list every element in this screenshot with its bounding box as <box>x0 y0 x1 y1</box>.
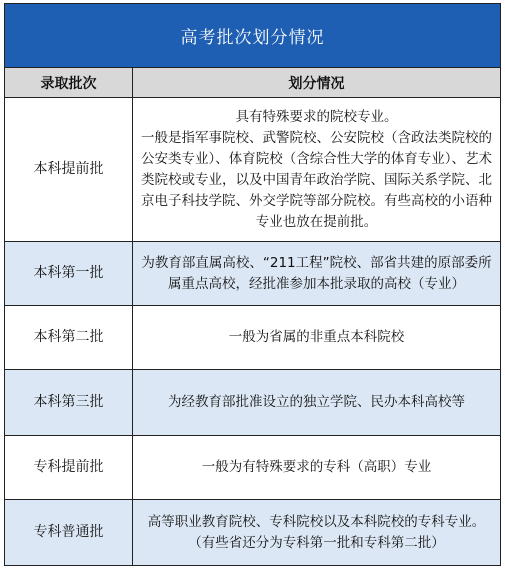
table-row <box>5 242 500 306</box>
description-cell: 为教育部直属高校、“211工程”院校、部省共建的原部委所属重点高校，经批准参加本批录取的高校（专业） <box>141 254 492 292</box>
table-row <box>5 436 500 500</box>
description-cell: 具有特殊要求的院校专业。 一般是指军事院校、武警院校、公安院校（含政法类院校的公安类专业）、体育院校（含综合性大学的体育专业）、艺术类院校或专业，以及中国青年政治学院、国际关系学院、北京电子科技学院、外交学院等部分院校。有些高校的小语种专业也放在提前批。 <box>141 108 492 230</box>
table-row <box>5 500 500 565</box>
table-row <box>5 98 500 242</box>
batch-cell: 专科普通批 <box>5 500 133 565</box>
batch-cell: 本科第三批 <box>5 370 133 435</box>
description-cell: 一般为有特殊要求的专科（高职）专业 <box>201 459 432 475</box>
description-cell: 为经教育部批准设立的独立学院、民办本科高校等 <box>168 394 465 410</box>
description-cell: 一般为省属的非重点本科院校 <box>228 329 405 345</box>
batch-cell: 本科提前批 <box>5 98 133 241</box>
table-header <box>5 68 500 98</box>
table-row <box>5 306 500 370</box>
table-row <box>5 370 500 436</box>
batch-cell: 本科第一批 <box>5 242 133 305</box>
batch-cell: 本科第二批 <box>5 306 133 369</box>
header-description: 划分情况 <box>288 75 345 92</box>
admission-batch-table <box>4 3 501 566</box>
description-cell: 高等职业教育院校、专科院校以及本科院校的专科专业。（有些省还分为专科第一批和专科第二批） <box>147 513 486 551</box>
header-batch: 录取批次 <box>5 68 133 97</box>
table-title: 高考批次划分情况 <box>5 4 500 68</box>
batch-cell: 专科提前批 <box>5 436 133 499</box>
